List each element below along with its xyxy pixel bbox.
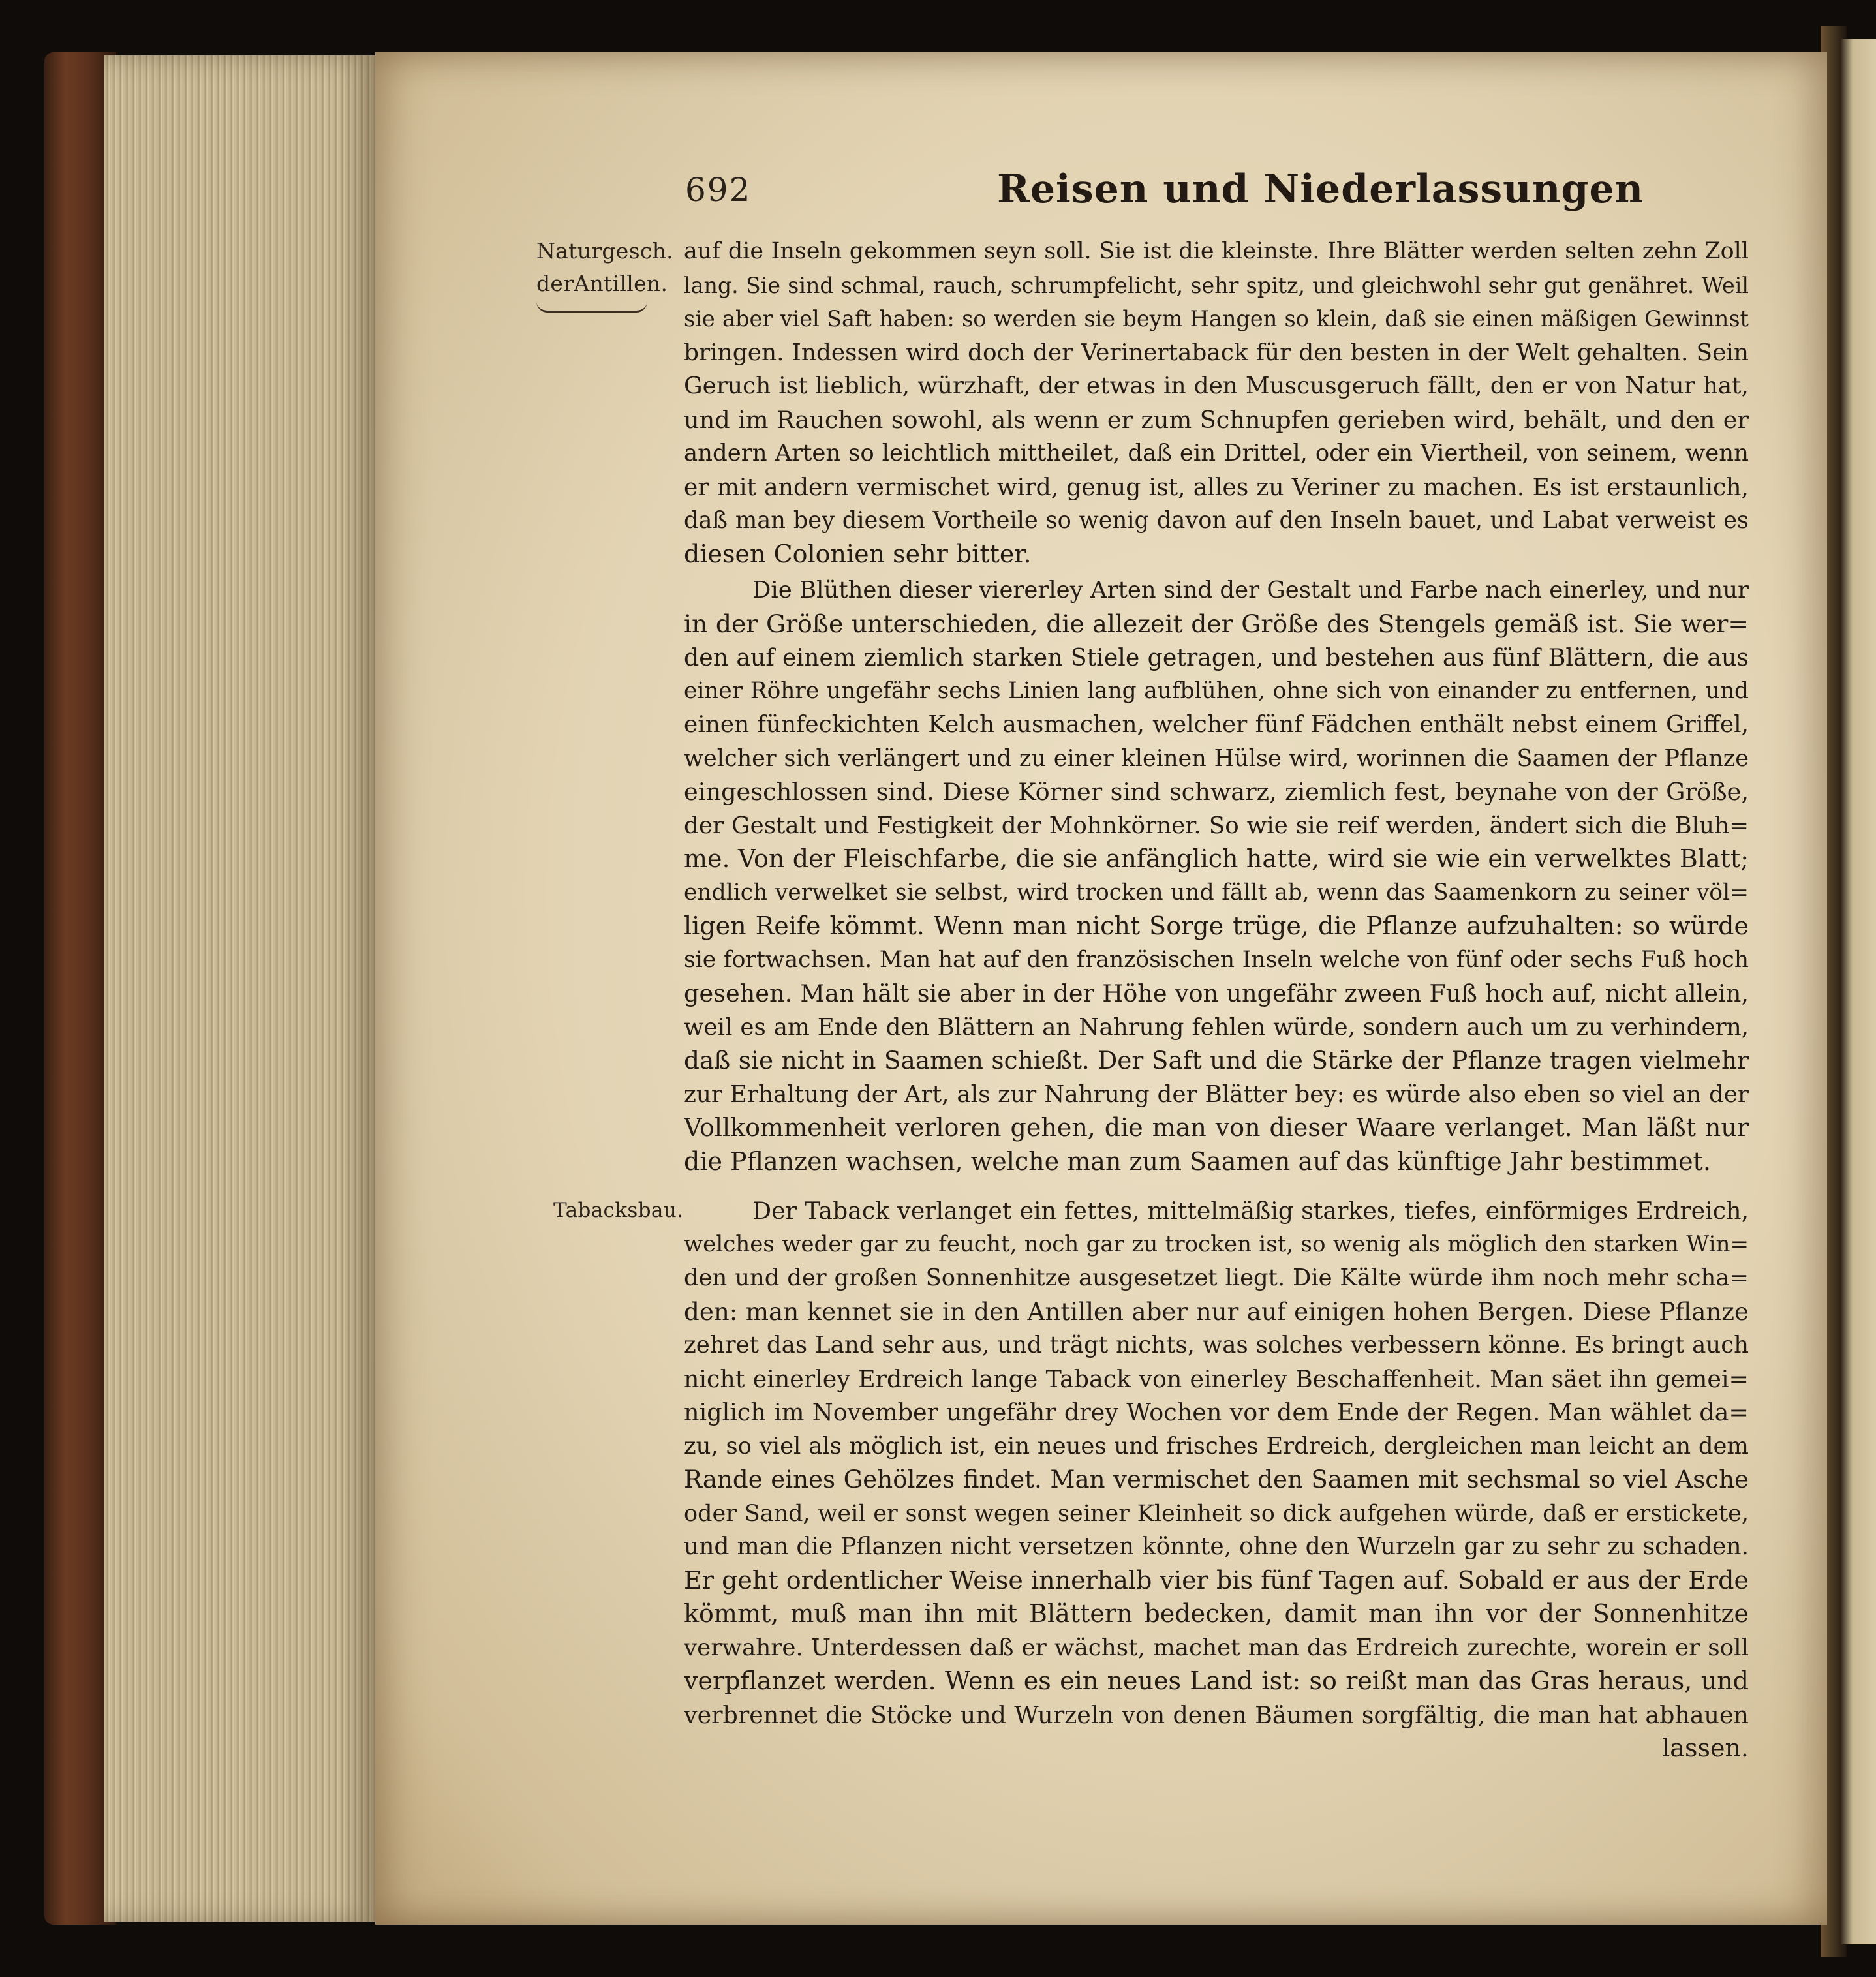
page-number: 692 (685, 171, 752, 209)
page-block-edges (104, 55, 378, 1922)
text-line: oder Sand, weil er sonst wegen seiner Kleinheit so dick aufgehen würde, daß er erstickete, (684, 1499, 1749, 1527)
text-line: endlich verwelket sie selbst, wird trocken und fällt ab, wenn das Saamenkorn zu seiner völ= (684, 879, 1749, 906)
text-line: Die Blüthen dieser viererley Arten sind der Gestalt und Farbe nach einerley, und nur (752, 577, 1749, 604)
text-line: auf die Inseln gekommen seyn soll. Sie ist die kleinste. Ihre Blätter werden selten zehn Zoll (684, 238, 1749, 264)
text-line: verbrennet die Stöcke und Wurzeln von denen Bäumen sorgfältig, die man hat abhauen (684, 1700, 1749, 1729)
text-line: eingeschlossen sind. Diese Körner sind schwarz, ziemlich fest, beynahe von der Größe, (684, 778, 1749, 806)
text-line: zur Erhaltung der Art, als zur Nahrung der Blätter bey: es würde also eben so viel an der (684, 1080, 1749, 1108)
text-line: Rande eines Gehölzes findet. Man vermischet den Saamen mit sechsmal so viel Asche (684, 1465, 1749, 1494)
paragraph-2 (684, 574, 1749, 1178)
text-line: Vollkommenheit verloren gehen, die man von dieser Waare verlanget. Man läßt nur (684, 1113, 1749, 1142)
text-line: bringen. Indessen wird doch der Verinertaback für den besten in der Welt gehalten. Sein (684, 339, 1749, 366)
text-line: zu, so viel als möglich ist, ein neues und frisches Erdreich, dergleichen man leicht an dem (684, 1432, 1749, 1460)
text-line: einer Röhre ungefähr sechs Linien lang aufblühen, ohne sich von einander zu entfernen, und (684, 677, 1749, 704)
text-line: daß man bey diesem Vortheile so wenig davon auf den Inseln bauet, und Labat verweist es (684, 507, 1749, 534)
text-line: weil es am Ende den Blättern an Nahrung fehlen würde, sondern auch um zu verhindern, (684, 1013, 1749, 1041)
text-line: gesehen. Man hält sie aber in der Höhe von ungefähr zween Fuß hoch auf, nicht allein, (684, 979, 1749, 1007)
text-line: die Pflanzen wachsen, welche man zum Saamen auf das künftige Jahr bestimmet. (684, 1146, 1711, 1176)
text-line: der Gestalt und Festigkeit der Mohnkörner. So wie sie reif werden, ändert sich die Bluh= (684, 812, 1749, 839)
text-line: welcher sich verlängert und zu einer kleinen Hülse wird, worinnen die Saamen der Pflanze (684, 744, 1749, 772)
margin-note-naturgeschichte (536, 235, 680, 313)
text-line: zehret das Land sehr aus, und trägt nichts, was solches verbessern könne. Es bringt auch (684, 1332, 1749, 1358)
text-line: me. Von der Fleischfarbe, die sie anfänglich hatte, wird sie wie ein verwelktes Blatt; (684, 844, 1749, 873)
text-line: Der Taback verlanget ein fettes, mittelmäßig starkes, tiefes, einförmiges Erdreich, (752, 1197, 1749, 1225)
running-head: Reisen und Niederlassungen (997, 166, 1644, 212)
text-line: diesen Colonien sehr bitter. (684, 539, 1032, 568)
margin-note-tabacksbau (553, 1194, 684, 1227)
margin-note-line: Tabacksbau. (553, 1199, 684, 1222)
text-line: kömmt, muß man ihn mit Blättern bedecken, damit man ihn vor der Sonnenhitze (684, 1599, 1749, 1628)
text-line: verpflanzet werden. Wenn es ein neues Land ist: so reißt man das Gras heraus, und (684, 1666, 1749, 1695)
text-line: nicht einerley Erdreich lange Taback von einerley Beschaffenheit. Man säet ihn gemei= (684, 1364, 1749, 1393)
paragraph-3 (684, 1194, 1749, 1766)
paragraph-1 (684, 235, 1749, 571)
text-line: Er geht ordentlicher Weise innerhalb vier bis fünf Tagen auf. Sobald er aus der Erde (684, 1565, 1749, 1595)
text-line: niglich im November ungefähr drey Wochen vor dem Ende der Regen. Man wählet da= (684, 1398, 1749, 1426)
text-line: den und der großen Sonnenhitze ausgesetzet liegt. Die Kälte würde ihm noch mehr scha= (684, 1264, 1749, 1291)
text-line: lang. Sie sind schmal, rauch, schrumpfelicht, sehr spitz, und gleichwohl sehr gut genähret. Weil (684, 272, 1749, 298)
next-page-edge (1840, 39, 1876, 1944)
catchword: lassen. (1662, 1734, 1749, 1762)
text-line: er mit andern vermischet wird, genug ist, alles zu Veriner zu machen. Es ist erstaunlich, (684, 472, 1749, 501)
text-line: verwahre. Unterdessen daß er wächst, machet man das Erdreich zurechte, worein er soll (684, 1634, 1749, 1661)
text-line: und im Rauchen sowohl, als wenn er zum Schnupfen gerieben wird, behält, und den er (684, 405, 1749, 434)
text-line: und man die Pflanzen nicht versetzen könnte, ohne den Wurzeln gar zu sehr zu schaden. (684, 1533, 1749, 1560)
text-line: den: man kennet sie in den Antillen aber nur auf einigen hohen Bergen. Diese Pflanze (684, 1296, 1749, 1326)
margin-note-line: derAntillen. (536, 271, 668, 296)
text-line: daß sie nicht in Saamen schießt. Der Saft und die Stärke der Pflanze tragen vielmehr (684, 1046, 1749, 1075)
text-line: einen fünfeckichten Kelch ausmachen, welcher fünf Fädchen enthält nebst einem Griffel, (684, 711, 1749, 738)
text-line: sie fortwachsen. Man hat auf den französischen Inseln welche von fünf oder sechs Fuß hoch (684, 946, 1749, 973)
text-line: in der Größe unterschieden, die allezeit der Größe des Stengels gemäß ist. Sie wer= (684, 609, 1749, 638)
text-line: den auf einem ziemlich starken Stiele getragen, und bestehen aus fünf Blättern, die aus (684, 643, 1749, 671)
text-line: Geruch ist lieblich, würzhaft, der etwas in den Muscusgeruch fällt, den er von Natur hat, (684, 373, 1749, 399)
text-line: welches weder gar zu feucht, noch gar zu trocken ist, so wenig als möglich den starken Win= (684, 1231, 1749, 1257)
text-line: sie aber viel Saft haben: so werden sie beym Hangen so klein, daß sie einen mäßigen Gewinnst (684, 306, 1749, 331)
margin-bracket (536, 301, 647, 313)
margin-note-line: Naturgesch. (536, 238, 673, 264)
text-line: andern Arten so leichtlich mittheilet, daß ein Drittel, oder ein Viertheil, von seinem, wenn (684, 440, 1749, 467)
text-line: ligen Reife kömmt. Wenn man nicht Sorge trüge, die Pflanze aufzuhalten: so würde (684, 912, 1749, 940)
